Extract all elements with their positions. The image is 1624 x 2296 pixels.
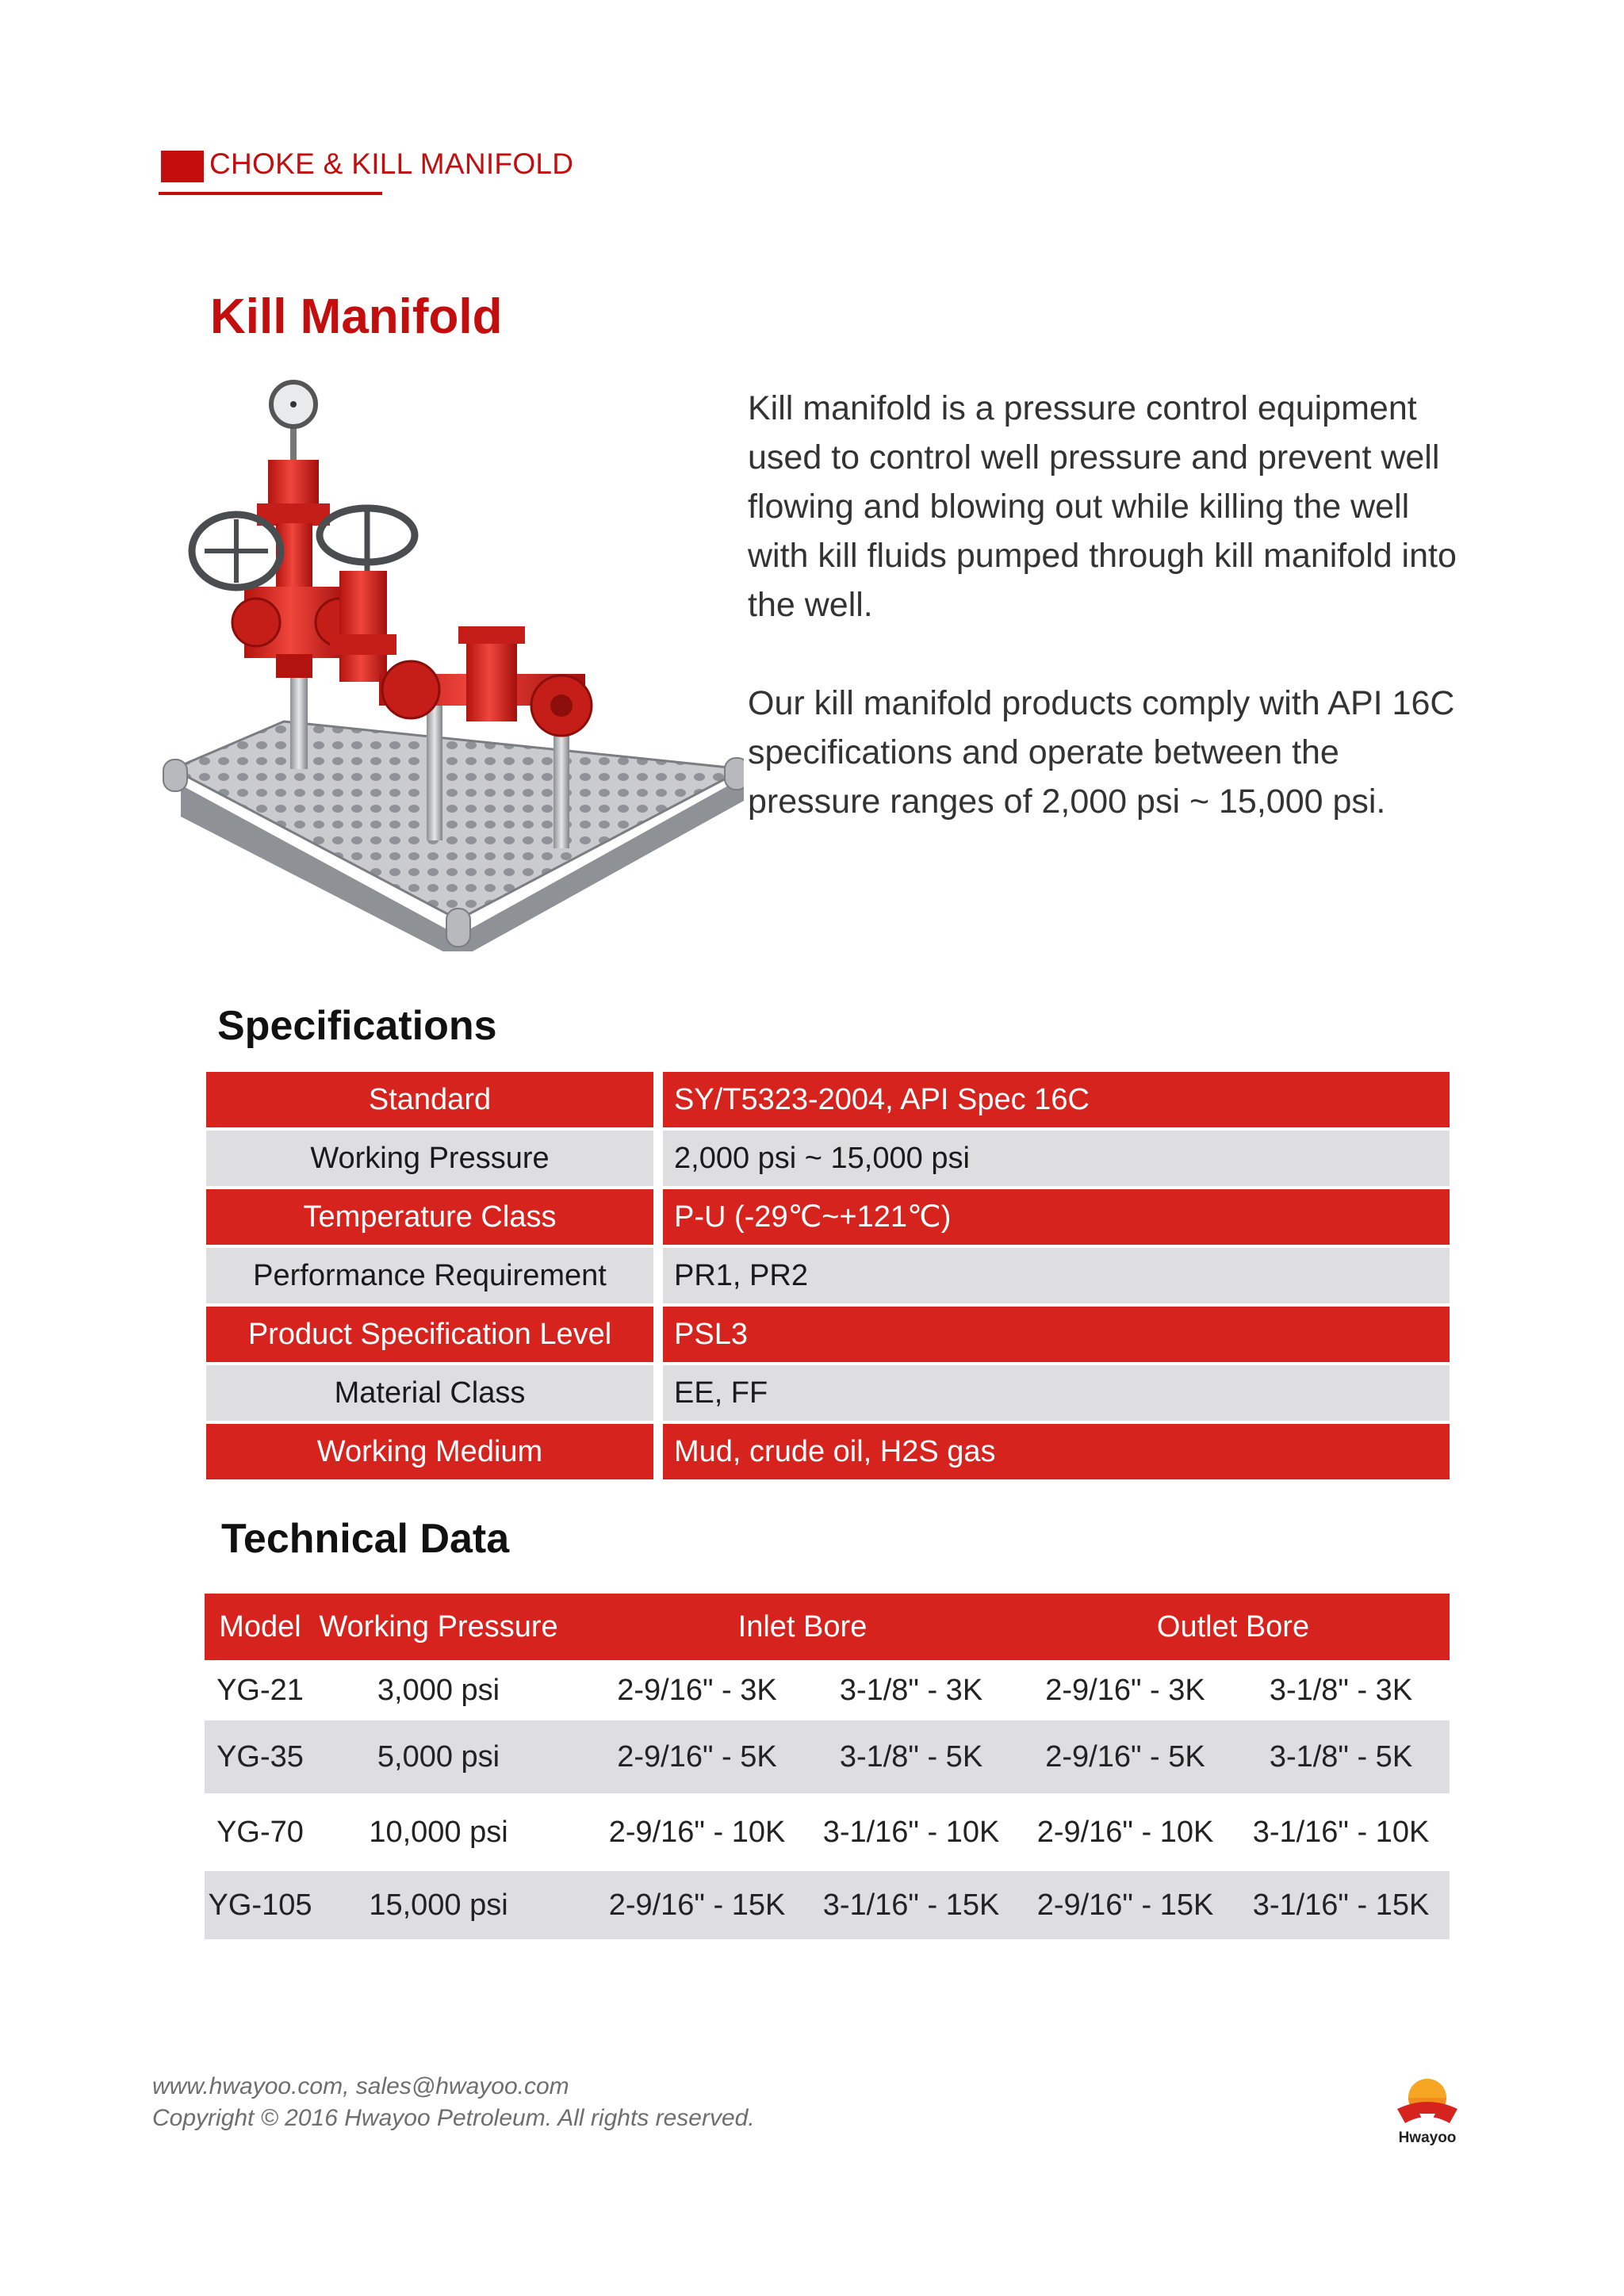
section-label: CHOKE & KILL MANIFOLD [209, 147, 574, 180]
spec-value: P-U (-29℃~+121℃) [663, 1189, 1450, 1245]
table-row [205, 1871, 1450, 1939]
spec-value: 2,000 psi ~ 15,000 psi [663, 1131, 1450, 1186]
spec-label: Product Specification Level [206, 1307, 653, 1362]
spec-label: Material Class [206, 1365, 653, 1421]
spec-row [206, 1248, 1450, 1303]
footer-copyright: Copyright © 2016 Hwayoo Petroleum. All rights reserved. [152, 2105, 755, 2131]
cell-inlet-bore: 3-1/8" - 5K [839, 1739, 983, 1774]
technical-data-title: Technical Data [221, 1516, 510, 1562]
cell-model: YG-35 [216, 1739, 304, 1774]
section-marker-square [161, 151, 204, 182]
cell-outlet-bore: 3-1/16" - 10K [1252, 1815, 1430, 1849]
technical-data-table [205, 1594, 1450, 1939]
spec-row [206, 1365, 1450, 1421]
cell-inlet-bore: 3-1/8" - 3K [839, 1673, 983, 1707]
table-row [205, 1720, 1450, 1793]
spec-value: Mud, crude oil, H2S gas [663, 1424, 1450, 1479]
cell-outlet-bore: 3-1/16" - 15K [1252, 1888, 1430, 1922]
cell-pressure: 15,000 psi [369, 1888, 508, 1922]
cell-outlet-bore: 2-9/16" - 10K [1036, 1815, 1214, 1849]
header-outlet-bore: Outlet Bore [1156, 1609, 1310, 1644]
header-inlet-bore: Inlet Bore [737, 1609, 868, 1644]
cell-inlet-bore: 2-9/16" - 10K [608, 1815, 786, 1849]
cell-outlet-bore: 2-9/16" - 3K [1045, 1673, 1205, 1707]
cell-model: YG-105 [208, 1888, 312, 1922]
spec-value: PR1, PR2 [663, 1248, 1450, 1303]
description-paragraph: Our kill manifold products comply with API 16C specifications and operate between the pressure ranges of 2,000 psi ~ 15,000 psi. [748, 684, 1455, 821]
page-footer [152, 2071, 755, 2134]
cell-inlet-bore: 2-9/16" - 15K [608, 1888, 786, 1922]
spec-label: Performance Requirement [206, 1248, 653, 1303]
spec-row [206, 1072, 1450, 1127]
table-header-row [205, 1594, 1450, 1660]
cell-outlet-bore: 2-9/16" - 5K [1045, 1739, 1205, 1774]
table-row [205, 1660, 1450, 1720]
spec-label: Working Pressure [206, 1131, 653, 1186]
spec-value: SY/T5323-2004, API Spec 16C [663, 1072, 1450, 1127]
cell-model: YG-70 [216, 1815, 304, 1849]
product-description [748, 384, 1461, 875]
logo-text: Hwayoo [1398, 2130, 1457, 2146]
kill-manifold-illustration [157, 373, 744, 951]
spec-row [206, 1424, 1450, 1479]
spec-row [206, 1131, 1450, 1186]
spec-label: Temperature Class [206, 1189, 653, 1245]
table-row [205, 1793, 1450, 1871]
cell-pressure: 5,000 psi [377, 1739, 500, 1774]
cell-inlet-bore: 3-1/16" - 10K [822, 1815, 1000, 1849]
specifications-title: Specifications [217, 1003, 497, 1049]
section-underline [159, 192, 382, 195]
cell-inlet-bore: 3-1/16" - 15K [822, 1888, 1000, 1922]
cell-inlet-bore: 2-9/16" - 5K [617, 1739, 777, 1774]
cell-model: YG-21 [216, 1673, 304, 1707]
cell-outlet-bore: 3-1/8" - 5K [1269, 1739, 1413, 1774]
cell-pressure: 10,000 psi [369, 1815, 508, 1849]
cell-outlet-bore: 3-1/8" - 3K [1269, 1673, 1413, 1707]
cell-outlet-bore: 2-9/16" - 15K [1036, 1888, 1214, 1922]
spec-row [206, 1189, 1450, 1245]
header-working-pressure: Working Pressure [319, 1609, 558, 1644]
header-model: Model [219, 1609, 301, 1644]
spec-row [206, 1307, 1450, 1362]
page-title: Kill Manifold [210, 289, 503, 344]
cell-inlet-bore: 2-9/16" - 3K [617, 1673, 777, 1707]
spec-value: PSL3 [663, 1307, 1450, 1362]
cell-pressure: 3,000 psi [377, 1673, 500, 1707]
spec-label: Working Medium [206, 1424, 653, 1479]
footer-contact: www.hwayoo.com, sales@hwayoo.com [152, 2073, 569, 2099]
spec-label: Standard [206, 1072, 653, 1127]
specifications-table [206, 1072, 1450, 1483]
spec-value: EE, FF [663, 1365, 1450, 1421]
description-paragraph: Kill manifold is a pressure control equipment used to control well pressure and prevent well flowing and blowing out while killing the well with kill fluids pumped through kill manifold into the well. [748, 389, 1457, 624]
